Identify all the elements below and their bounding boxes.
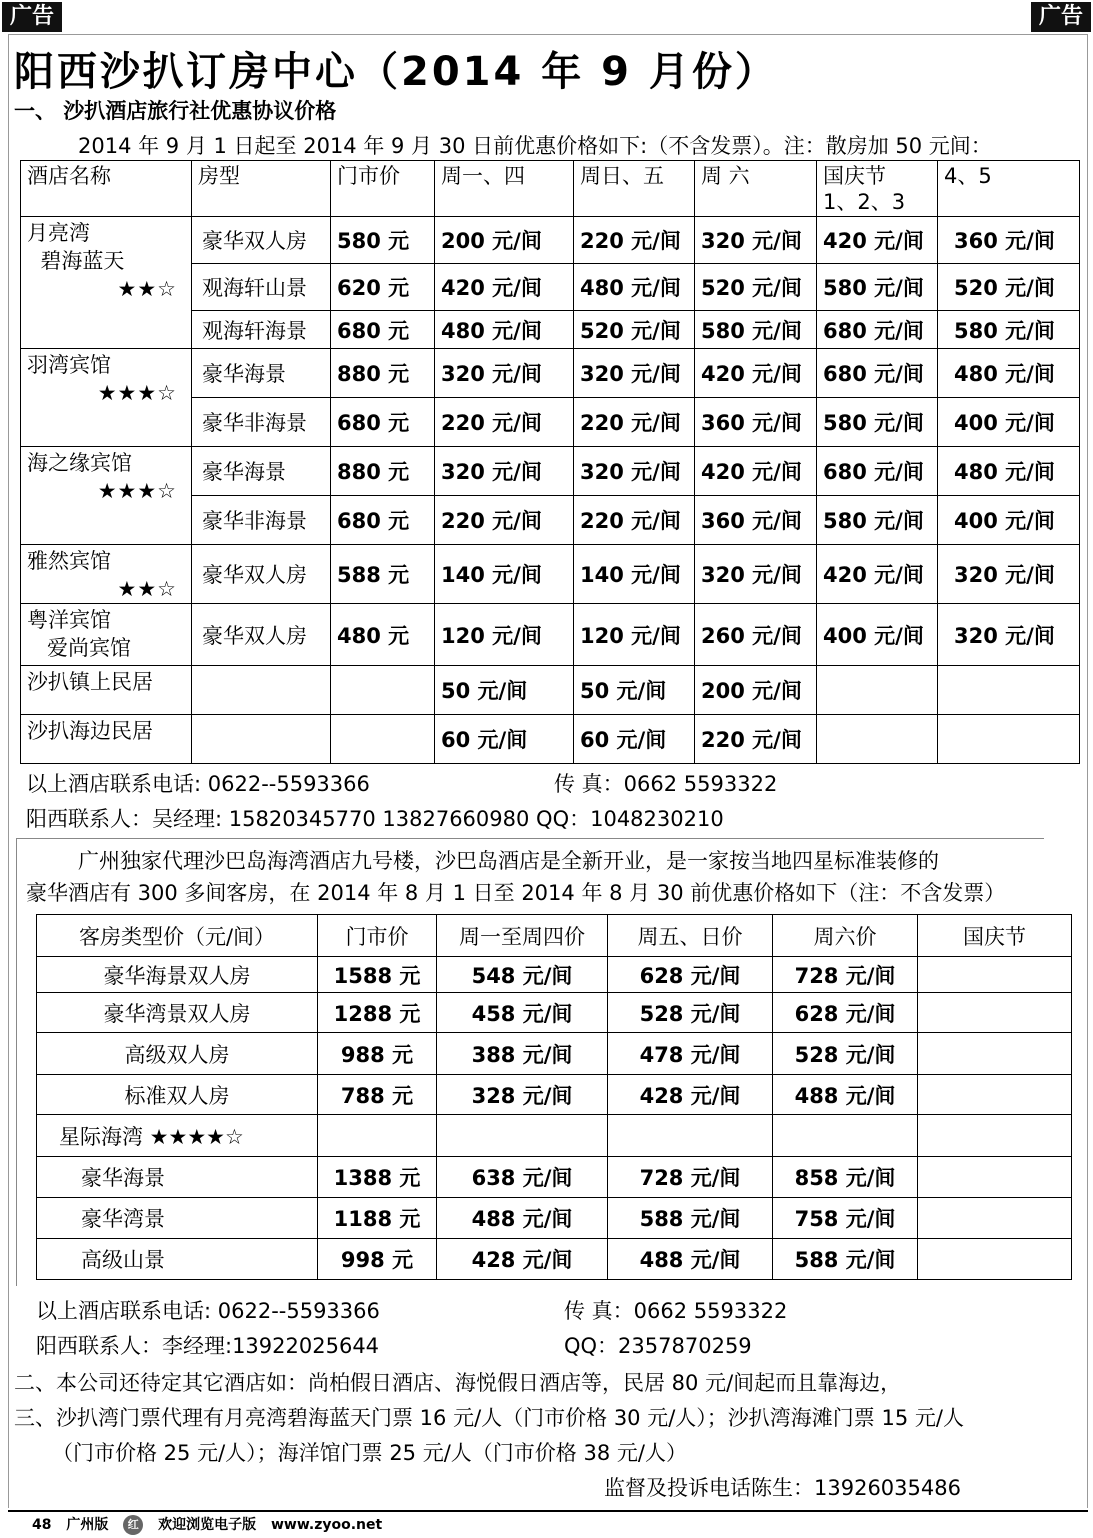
contact2-phone: 以上酒店联系电话: 0622--5593366 bbox=[36, 1299, 380, 1323]
table1-header-cell: 周 六 bbox=[695, 161, 817, 217]
price-cell: 520 元/间 bbox=[695, 264, 817, 311]
price-cell: 628 元/间 bbox=[773, 993, 918, 1033]
price-cell: 420 元/间 bbox=[817, 545, 938, 604]
edition-label: 广州版 bbox=[66, 1517, 109, 1533]
table2-row bbox=[37, 957, 1072, 993]
price-cell: 488 元/间 bbox=[773, 1075, 918, 1115]
section1-note: 2014 年 9 月 1 日起至 2014 年 9 月 30 日前优惠价格如下:（不含发票）。注：散房加 50 元间： bbox=[78, 134, 992, 158]
price-cell: 580 元/间 bbox=[817, 264, 938, 311]
table2-header-row bbox=[37, 915, 1072, 957]
price-cell: 220 元/间 bbox=[435, 398, 574, 447]
price-cell: 400 元/间 bbox=[817, 604, 938, 666]
hotel-stars: ★★☆ bbox=[117, 577, 177, 601]
price-cell: 680 元/间 bbox=[817, 349, 938, 398]
room-type-cell: 豪华非海景 bbox=[192, 496, 331, 545]
room-type-cell: 高级山景 bbox=[37, 1239, 318, 1280]
price-cell: 200 元/间 bbox=[435, 217, 574, 264]
price-cell bbox=[938, 715, 1080, 764]
table1-header-row bbox=[21, 161, 1080, 217]
price-cell: 428 元/间 bbox=[608, 1075, 773, 1115]
hotel-name-cell bbox=[21, 217, 192, 349]
price-cell: 588 元/间 bbox=[608, 1198, 773, 1239]
price-cell: 260 元/间 bbox=[695, 604, 817, 666]
price-cell: 480 元/间 bbox=[574, 264, 695, 311]
price-cell bbox=[918, 1157, 1072, 1198]
group-label: 星际海湾 ★★★★☆ bbox=[37, 1115, 318, 1157]
hotel-name: 粤洋宾馆 爱尚宾馆 bbox=[27, 608, 132, 660]
table2-header-cell: 国庆节 bbox=[918, 915, 1072, 957]
price-cell: 320 元/间 bbox=[695, 217, 817, 264]
hotel-stars: ★★★☆ bbox=[97, 479, 177, 503]
room-type-cell: 豪华海景双人房 bbox=[37, 957, 318, 993]
price-cell: 480 元/间 bbox=[938, 447, 1080, 496]
price-cell: 628 元/间 bbox=[608, 957, 773, 993]
room-type-cell: 观海轩海景 bbox=[192, 311, 331, 349]
price-cell bbox=[918, 1198, 1072, 1239]
price-cell: 1588 元 bbox=[318, 957, 437, 993]
price-cell: 488 元/间 bbox=[437, 1198, 608, 1239]
hotel-name: 海之缘宾馆 bbox=[27, 451, 132, 475]
table2-row bbox=[37, 1033, 1072, 1075]
table2-header-cell: 周一至周四价 bbox=[437, 915, 608, 957]
price-cell: 528 元/间 bbox=[773, 1033, 918, 1075]
price-cell: 480 元/间 bbox=[435, 311, 574, 349]
price-cell: 580 元/间 bbox=[817, 496, 938, 545]
table1-row bbox=[21, 217, 1080, 264]
price-cell: 400 元/间 bbox=[938, 398, 1080, 447]
room-type-cell: 豪华湾景双人房 bbox=[37, 993, 318, 1033]
price-cell: 458 元/间 bbox=[437, 993, 608, 1033]
table2-row bbox=[37, 1198, 1072, 1239]
price-cell: 60 元/间 bbox=[574, 715, 695, 764]
complaint-phone: 监督及投诉电话陈生：13926035486 bbox=[604, 1476, 961, 1500]
contact1-phone: 以上酒店联系电话: 0622--5593366 bbox=[26, 772, 370, 796]
ad-label-right: 广告 bbox=[1031, 2, 1091, 32]
price-cell: 728 元/间 bbox=[608, 1157, 773, 1198]
room-type-cell: 高级双人房 bbox=[37, 1033, 318, 1075]
table1-row bbox=[21, 715, 1080, 764]
price-cell: 388 元/间 bbox=[437, 1033, 608, 1075]
price-cell: 420 元/间 bbox=[817, 217, 938, 264]
price-cell: 580 元 bbox=[331, 217, 435, 264]
price-cell: 320 元/间 bbox=[938, 604, 1080, 666]
empty-cell bbox=[437, 1115, 608, 1157]
table1-header-cell: 房型 bbox=[192, 161, 331, 217]
table2-header-cell: 客房类型价（元/间） bbox=[37, 915, 318, 957]
empty-cell bbox=[608, 1115, 773, 1157]
hotel-name: 月亮湾 碧海蓝天 bbox=[27, 221, 125, 273]
table1-header-cell: 4、5 bbox=[938, 161, 1080, 217]
table1-header-cell: 门市价 bbox=[331, 161, 435, 217]
table1-header-cell: 国庆节 1、2、3 bbox=[817, 161, 938, 217]
table2-header-cell: 门市价 bbox=[318, 915, 437, 957]
table2-header-cell: 周五、日价 bbox=[608, 915, 773, 957]
price-cell: 1288 元 bbox=[318, 993, 437, 1033]
table1-header-cell: 周日、五 bbox=[574, 161, 695, 217]
price-cell: 988 元 bbox=[318, 1033, 437, 1075]
table2-group-row bbox=[37, 1115, 1072, 1157]
price-cell: 588 元/间 bbox=[773, 1239, 918, 1280]
price-cell: 220 元/间 bbox=[574, 496, 695, 545]
price-cell bbox=[938, 666, 1080, 715]
hotel-name: 羽湾宾馆 bbox=[27, 353, 111, 377]
price-cell: 620 元 bbox=[331, 264, 435, 311]
footer-slogan: 欢迎浏览电子版 bbox=[158, 1517, 257, 1533]
price-cell bbox=[918, 993, 1072, 1033]
price-cell: 680 元/间 bbox=[817, 311, 938, 349]
hotel-name: 沙扒海边民居 bbox=[27, 719, 153, 743]
footer-url[interactable]: www.zyoo.net bbox=[270, 1517, 383, 1533]
price-cell: 420 元/间 bbox=[695, 349, 817, 398]
price-cell: 680 元 bbox=[331, 496, 435, 545]
table1-row bbox=[21, 604, 1080, 666]
price-cell: 488 元/间 bbox=[608, 1239, 773, 1280]
price-cell: 328 元/间 bbox=[437, 1075, 608, 1115]
hotel-name-cell bbox=[21, 604, 192, 666]
price-cell: 420 元/间 bbox=[695, 447, 817, 496]
room-type-cell bbox=[192, 715, 331, 764]
price-cell: 520 元/间 bbox=[938, 264, 1080, 311]
room-type-cell: 标准双人房 bbox=[37, 1075, 318, 1115]
price-cell: 680 元/间 bbox=[817, 447, 938, 496]
price-cell: 320 元/间 bbox=[435, 447, 574, 496]
section4-line1: 三、沙扒湾门票代理有月亮湾碧海蓝天门票 16 元/人（门市价格 30 元/人）；沙扒湾海滩门票 15 元/人 bbox=[14, 1406, 964, 1430]
price-cell: 140 元/间 bbox=[574, 545, 695, 604]
price-cell: 520 元/间 bbox=[574, 311, 695, 349]
table1-row bbox=[21, 349, 1080, 398]
price-cell: 50 元/间 bbox=[435, 666, 574, 715]
price-cell bbox=[331, 666, 435, 715]
table1-row bbox=[21, 447, 1080, 496]
table2-header-cell: 周六价 bbox=[773, 915, 918, 957]
price-cell: 758 元/间 bbox=[773, 1198, 918, 1239]
price-cell: 400 元/间 bbox=[938, 496, 1080, 545]
price-cell: 320 元/间 bbox=[574, 349, 695, 398]
price-cell: 120 元/间 bbox=[574, 604, 695, 666]
price-cell: 580 元/间 bbox=[695, 311, 817, 349]
contact1-fax: 传 真：0662 5593322 bbox=[554, 772, 778, 796]
price-cell bbox=[918, 1033, 1072, 1075]
table2-row bbox=[37, 1075, 1072, 1115]
price-cell: 1188 元 bbox=[318, 1198, 437, 1239]
price-cell: 480 元/间 bbox=[938, 349, 1080, 398]
room-type-cell: 豪华双人房 bbox=[192, 604, 331, 666]
hotel-price-table bbox=[20, 160, 1080, 764]
section2-intro-line2: 豪华酒店有 300 多间客房，在 2014 年 8 月 1 日至 2014 年 8 月 30 前优惠价格如下（注：不含发票） bbox=[26, 881, 1006, 905]
price-cell: 220 元/间 bbox=[695, 715, 817, 764]
room-type-cell bbox=[192, 666, 331, 715]
contact2-person: 阳西联系人：李经理:13922025644 bbox=[36, 1334, 380, 1358]
room-type-cell: 观海轩山景 bbox=[192, 264, 331, 311]
price-cell: 320 元/间 bbox=[574, 447, 695, 496]
page-number: 48 bbox=[32, 1517, 52, 1533]
room-type-cell: 豪华湾景 bbox=[37, 1198, 318, 1239]
price-cell bbox=[918, 957, 1072, 993]
hotel-stars: ★★☆ bbox=[117, 277, 177, 301]
empty-cell bbox=[918, 1115, 1072, 1157]
section4-line2: （门市价格 25 元/人）；海洋馆门票 25 元/人（门市价格 38 元/人） bbox=[52, 1441, 687, 1465]
price-cell: 360 元/间 bbox=[938, 217, 1080, 264]
price-cell: 140 元/间 bbox=[435, 545, 574, 604]
table1-header-cell: 酒店名称 bbox=[21, 161, 192, 217]
hotel-name-cell bbox=[21, 545, 192, 604]
section2-intro-line1: 广州独家代理沙巴岛海湾酒店九号楼，沙巴岛酒店是全新开业，是一家按当地四星标准装修的 bbox=[78, 849, 939, 873]
price-cell: 880 元 bbox=[331, 349, 435, 398]
hotel-name-cell bbox=[21, 715, 192, 764]
price-cell: 880 元 bbox=[331, 447, 435, 496]
ad-label-left: 广告 bbox=[2, 2, 62, 32]
contact1-person: 阳西联系人：吴经理: 15820345770 13827660980 QQ：1048230210 bbox=[26, 807, 724, 831]
price-cell: 580 元/间 bbox=[938, 311, 1080, 349]
price-cell: 858 元/间 bbox=[773, 1157, 918, 1198]
room-type-cell: 豪华双人房 bbox=[192, 217, 331, 264]
price-cell: 360 元/间 bbox=[695, 398, 817, 447]
table1-row bbox=[21, 545, 1080, 604]
price-cell: 200 元/间 bbox=[695, 666, 817, 715]
price-cell: 220 元/间 bbox=[574, 398, 695, 447]
price-cell: 220 元/间 bbox=[435, 496, 574, 545]
price-cell: 120 元/间 bbox=[435, 604, 574, 666]
table2-row bbox=[37, 993, 1072, 1033]
table2-row bbox=[37, 1157, 1072, 1198]
section1-heading: 一、 沙扒酒店旅行社优惠协议价格 bbox=[14, 99, 337, 123]
page-footer bbox=[8, 1510, 1088, 1538]
price-cell: 60 元/间 bbox=[435, 715, 574, 764]
room-type-cell: 豪华海景 bbox=[37, 1157, 318, 1198]
section3-text: 二、本公司还待定其它酒店如：尚柏假日酒店、海悦假日酒店等，民居 80 元/间起而且靠海边， bbox=[14, 1371, 902, 1395]
price-cell: 588 元 bbox=[331, 545, 435, 604]
price-cell bbox=[817, 666, 938, 715]
price-cell bbox=[331, 715, 435, 764]
contact2-qq: QQ：2357870259 bbox=[564, 1334, 752, 1358]
price-cell: 50 元/间 bbox=[574, 666, 695, 715]
page-title: 阳西沙扒订房中心（2014 年 9 月份） bbox=[14, 49, 778, 95]
sabah-price-table bbox=[36, 914, 1072, 1280]
price-cell: 728 元/间 bbox=[773, 957, 918, 993]
price-cell: 680 元 bbox=[331, 311, 435, 349]
price-cell bbox=[918, 1239, 1072, 1280]
price-cell: 548 元/间 bbox=[437, 957, 608, 993]
price-cell: 320 元/间 bbox=[435, 349, 574, 398]
brand-logo-icon: 红 bbox=[123, 1515, 143, 1535]
hotel-name: 雅然宾馆 bbox=[27, 549, 111, 573]
price-cell: 220 元/间 bbox=[574, 217, 695, 264]
table1-row bbox=[21, 666, 1080, 715]
contact2-fax: 传 真：0662 5593322 bbox=[564, 1299, 788, 1323]
price-cell: 480 元 bbox=[331, 604, 435, 666]
price-cell: 580 元/间 bbox=[817, 398, 938, 447]
price-cell: 428 元/间 bbox=[437, 1239, 608, 1280]
price-cell: 1388 元 bbox=[318, 1157, 437, 1198]
price-cell: 320 元/间 bbox=[938, 545, 1080, 604]
price-cell: 638 元/间 bbox=[437, 1157, 608, 1198]
room-type-cell: 豪华双人房 bbox=[192, 545, 331, 604]
price-cell: 788 元 bbox=[318, 1075, 437, 1115]
hotel-name-cell bbox=[21, 666, 192, 715]
hotel-name-cell bbox=[21, 447, 192, 545]
room-type-cell: 豪华非海景 bbox=[192, 398, 331, 447]
empty-cell bbox=[773, 1115, 918, 1157]
room-type-cell: 豪华海景 bbox=[192, 349, 331, 398]
price-cell: 320 元/间 bbox=[695, 545, 817, 604]
hotel-name: 沙扒镇上民居 bbox=[27, 670, 153, 694]
price-cell bbox=[918, 1075, 1072, 1115]
price-cell: 420 元/间 bbox=[435, 264, 574, 311]
room-type-cell: 豪华海景 bbox=[192, 447, 331, 496]
hotel-name-cell bbox=[21, 349, 192, 447]
price-cell bbox=[817, 715, 938, 764]
price-cell: 680 元 bbox=[331, 398, 435, 447]
price-cell: 528 元/间 bbox=[608, 993, 773, 1033]
price-cell: 998 元 bbox=[318, 1239, 437, 1280]
table2-row bbox=[37, 1239, 1072, 1280]
empty-cell bbox=[318, 1115, 437, 1157]
hotel-stars: ★★★☆ bbox=[97, 381, 177, 405]
price-cell: 360 元/间 bbox=[695, 496, 817, 545]
table1-header-cell: 周一、四 bbox=[435, 161, 574, 217]
price-cell: 478 元/间 bbox=[608, 1033, 773, 1075]
